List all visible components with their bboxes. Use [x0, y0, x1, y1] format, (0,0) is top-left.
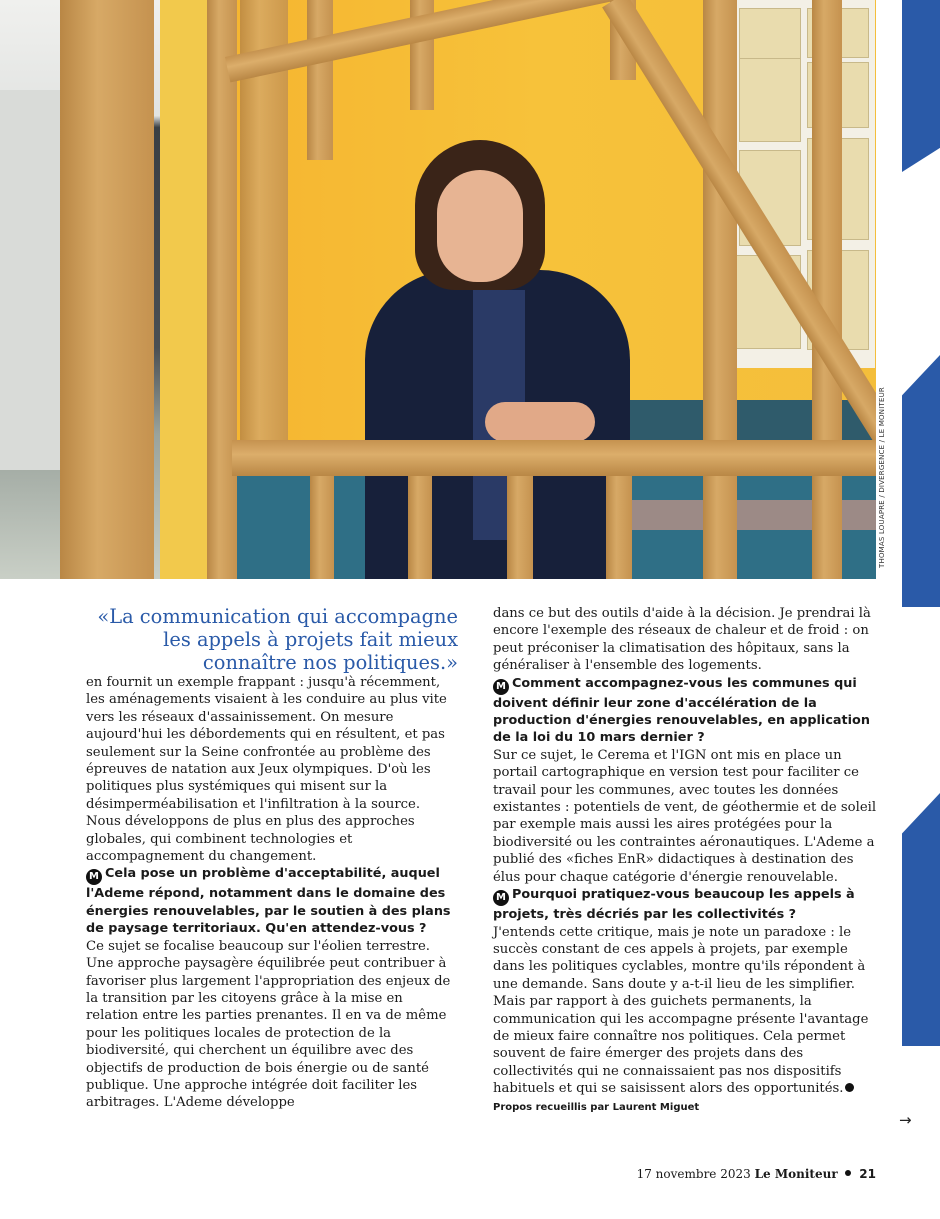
- interview-answer: Sur ce sujet, le Cerema et l'IGN ont mis en place un portail cartographique en version test pour faciliter ce travail pour les communes, avec toutes les données existantes : potentiels de vent, de géothermie et de soleil par exemple mais aussi les aires protégées pour la biodiversité ou les contraintes aéronautiques. L'Ademe a publié des «fiches EnR» didactiques à destination des élus pour chaque catégorie d'énergie renouvelable.: [493, 747, 877, 885]
- moniteur-logo-icon: M: [493, 890, 509, 906]
- moniteur-logo-icon: M: [86, 869, 102, 885]
- interview-answer: J'entends cette critique, mais je note un paradoxe : le succès constant de ces appels à projets, par exemple dans les politiques cyclables, montre qu'ils répondent à une demande. Sans doute y a-t-il lieu de les simplifier. Mais par rapport à des guichets permanents, la communication qui les accompagne présente l'avantage de mieux faire connaître nos politiques. Cela permet souvent de faire émerger des projets dans des collectivités qui ne connaissaient pas nos dispositifs habituels et qui se saisissent alors des opportunités.Propos recueillis par Laurent Miguet: [493, 924, 869, 1113]
- article-paragraph: dans ce but des outils d'aide à la décision. Je prendrai là encore l'exemple des réseaux de chaleur et de froid : on peut préconiser la climatisation des hôpitaux, sans la généraliser à l'ensemble des logements.: [493, 606, 871, 674]
- article-paragraph: en fournit un exemple frappant : jusqu'à récemment, les aménagements visaient à les conduire au plus vite vers les réseaux d'assainissement. On mesure aujourd'hui les débordements qui en résultent, et pas seulement sur la Seine confrontée au problème des épreuves de natation aux Jeux olympiques. D'où les politiques plus systémiques qui misent sur la désimperméabilisation et l'infiltration à la source. Nous développons de plus en plus des approches globales, qui combinent technologies et accompagnement du changement.: [86, 675, 447, 865]
- pull-quote: «La communication qui accompagne les appels à projets fait mieux connaître nos politiques.»: [97, 605, 458, 674]
- interview-answer: Ce sujet se focalise beaucoup sur l'éolien terrestre. Une approche paysagère équilibrée peut contribuer à favoriser plus largement l'appropriation des enjeux de la transition par les citoyens grâce à la mise en relation entre les parties prenantes. Il en va de même pour les politiques locales de protection de la biodiversité, qui cherchent un équilibre avec des objectifs de production de bois énergie ou de santé publique. Une approche intégrée doit faciliter les arbitrages. L'Ademe développe: [86, 938, 451, 1111]
- publication-name: Le Moniteur: [754, 1167, 838, 1181]
- decorative-blue-band-middle: [902, 355, 940, 607]
- separator-dot-icon: [845, 1170, 851, 1176]
- issue-date: 17 novembre 2023: [636, 1167, 751, 1181]
- author-signature: Propos recueillis par Laurent Miguet: [493, 1101, 700, 1113]
- interview-question: M Cela pose un problème d'acceptabilité, auquel l'Ademe répond, notamment dans le domaine des énergies renouvelables, par le soutien à des plans de paysage territoriaux. Qu'en attendez-vous ?: [86, 866, 451, 937]
- decorative-blue-band-top: [902, 0, 940, 172]
- photo-credit: THOMAS LOUAPRE / DIVERGENCE / LE MONITEUR: [878, 387, 886, 568]
- end-of-article-icon: [845, 1083, 854, 1092]
- decorative-blue-band-bottom: [902, 793, 940, 1046]
- page-footer: [560, 1167, 876, 1181]
- photo-wood-rail: [232, 440, 876, 476]
- portrait-photo: [0, 0, 876, 579]
- moniteur-logo-icon: M: [493, 679, 509, 695]
- photo-subject: [365, 140, 630, 579]
- photo-wood-post: [60, 0, 154, 579]
- article-column-right: [493, 605, 878, 1116]
- page-number: 21: [859, 1167, 876, 1181]
- interview-question: M Pourquoi pratiquez-vous beaucoup les appels à projets, très décriés par les collectivités ?: [493, 887, 855, 923]
- next-page-arrow-icon[interactable]: →: [899, 1111, 912, 1129]
- article-column-left: [86, 605, 458, 1112]
- interview-question: M Comment accompagnez-vous les communes qui doivent définir leur zone d'accélération de la production d'énergies renouvelables, en application de la loi du 10 mars dernier ?: [493, 675, 870, 746]
